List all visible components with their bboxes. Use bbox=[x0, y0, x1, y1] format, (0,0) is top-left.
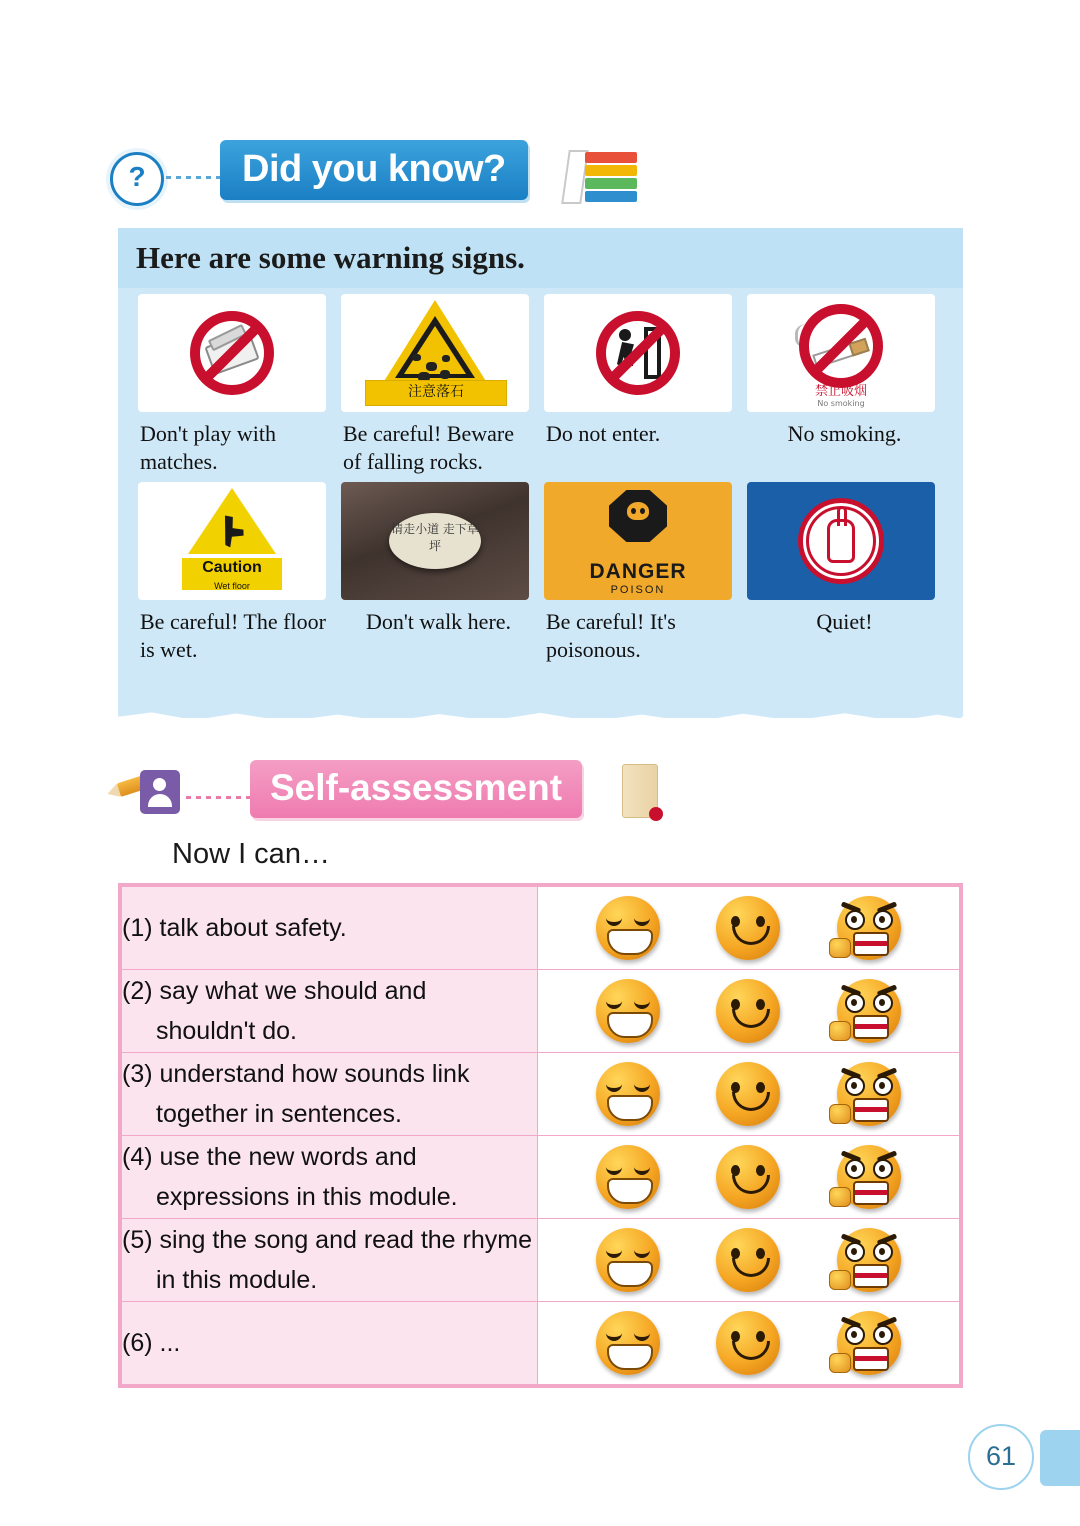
sign-caption: Don't walk here. bbox=[365, 609, 512, 634]
sign-item bbox=[743, 482, 946, 670]
no-matches-sign bbox=[138, 294, 326, 412]
happy-face[interactable] bbox=[596, 979, 660, 1043]
panel-subtitle: Here are some warning signs. bbox=[136, 240, 525, 275]
row-text-line1: sing the song and read the rhyme bbox=[159, 1226, 532, 1254]
sign-caption: Be careful! It's poisonous. bbox=[546, 609, 676, 662]
assessment-statement bbox=[122, 1136, 538, 1219]
row-text-line2: in this module. bbox=[156, 1266, 318, 1294]
danger-poison-sign bbox=[544, 482, 732, 600]
no-smoking-sign bbox=[747, 294, 935, 412]
assessment-statement bbox=[122, 1219, 538, 1302]
row-text-line2: shouldn't do. bbox=[156, 1017, 297, 1045]
assessment-statement bbox=[122, 1053, 538, 1136]
self-assessment-title: Self-assessment bbox=[250, 760, 582, 818]
face-options-cell bbox=[538, 1302, 960, 1385]
sign-caption: Be careful! The floor is wet. bbox=[140, 609, 326, 662]
happy-face[interactable] bbox=[596, 1311, 660, 1375]
happy-face[interactable] bbox=[596, 1228, 660, 1292]
quiet-sign bbox=[747, 482, 935, 600]
now-i-can-label: Now I can… bbox=[172, 838, 330, 870]
sign-caption: Quiet! bbox=[816, 609, 873, 634]
did-you-know-header bbox=[110, 140, 670, 212]
face-options-cell bbox=[538, 1136, 960, 1219]
smile-face[interactable] bbox=[716, 896, 780, 960]
self-assessment-table bbox=[118, 883, 963, 1388]
do-not-enter-sign bbox=[544, 294, 732, 412]
wet-floor-sign bbox=[138, 482, 326, 600]
row-number: (3) bbox=[122, 1060, 153, 1088]
signs-row bbox=[134, 482, 949, 670]
signs-row bbox=[134, 294, 949, 482]
face-options-cell bbox=[538, 887, 960, 970]
page-edge-tab bbox=[1040, 1430, 1080, 1486]
assessment-statement bbox=[122, 970, 538, 1053]
sign-text: Caution Wet floor bbox=[182, 558, 282, 590]
smile-face[interactable] bbox=[716, 979, 780, 1043]
sign-plate-text: 请走小道 走下草坪 bbox=[391, 522, 479, 553]
angry-face[interactable] bbox=[837, 1062, 901, 1126]
angry-face[interactable] bbox=[837, 896, 901, 960]
table-row bbox=[122, 887, 960, 970]
row-number: (4) bbox=[122, 1143, 153, 1171]
smile-face[interactable] bbox=[716, 1145, 780, 1209]
question-mark-icon: ? bbox=[110, 152, 164, 206]
smile-face[interactable] bbox=[716, 1228, 780, 1292]
scroll-icon bbox=[622, 764, 658, 818]
table-row bbox=[122, 1136, 960, 1219]
smile-face[interactable] bbox=[716, 1062, 780, 1126]
row-text-line1: say what we should and bbox=[159, 977, 427, 1005]
do-not-walk-here-photo bbox=[341, 482, 529, 600]
dotted-connector bbox=[186, 796, 250, 799]
self-assessment-header bbox=[110, 760, 690, 830]
row-text-line1: ... bbox=[159, 1329, 181, 1357]
signs-grid bbox=[134, 294, 949, 670]
table-row bbox=[122, 970, 960, 1053]
angry-face[interactable] bbox=[837, 979, 901, 1043]
page-number: 61 bbox=[968, 1424, 1034, 1490]
assessment-statement bbox=[122, 1302, 538, 1385]
row-number: (1) bbox=[122, 914, 153, 942]
falling-rocks-sign bbox=[341, 294, 529, 412]
sign-text: DANGER bbox=[589, 560, 687, 583]
row-number: (2) bbox=[122, 977, 153, 1005]
face-options-cell bbox=[538, 1053, 960, 1136]
row-text-line2: expressions in this module. bbox=[156, 1183, 458, 1211]
sign-caption: No smoking. bbox=[787, 421, 902, 446]
warning-signs-panel bbox=[118, 228, 963, 718]
row-text-line2: together in sentences. bbox=[156, 1100, 402, 1128]
sign-item bbox=[134, 294, 337, 482]
did-you-know-title: Did you know? bbox=[220, 140, 528, 200]
sign-caption: Be careful! Beware of falling rocks. bbox=[343, 421, 515, 474]
table-row bbox=[122, 1302, 960, 1385]
row-text-line1: use the new words and bbox=[159, 1143, 417, 1171]
angry-face[interactable] bbox=[837, 1145, 901, 1209]
sign-text: 禁止吸烟 No smoking bbox=[814, 384, 867, 408]
sign-item bbox=[134, 482, 337, 670]
dotted-connector bbox=[166, 176, 222, 179]
happy-face[interactable] bbox=[596, 1062, 660, 1126]
books-icon bbox=[565, 148, 640, 204]
row-text-line1: understand how sounds link bbox=[159, 1060, 470, 1088]
sign-item bbox=[540, 482, 743, 670]
table-row bbox=[122, 1219, 960, 1302]
angry-face[interactable] bbox=[837, 1228, 901, 1292]
happy-face[interactable] bbox=[596, 896, 660, 960]
sign-item bbox=[337, 294, 540, 482]
sign-caption: Do not enter. bbox=[546, 421, 661, 446]
row-number: (5) bbox=[122, 1226, 153, 1254]
sign-caption: Don't play with matches. bbox=[140, 421, 276, 474]
sign-plate-text: 注意落石 bbox=[365, 380, 507, 406]
sign-subtext: POISON bbox=[610, 584, 666, 596]
table-row bbox=[122, 1053, 960, 1136]
assessment-statement bbox=[122, 887, 538, 970]
smile-face[interactable] bbox=[716, 1311, 780, 1375]
sign-item bbox=[540, 294, 743, 482]
happy-face[interactable] bbox=[596, 1145, 660, 1209]
row-number: (6) bbox=[122, 1329, 153, 1357]
face-options-cell bbox=[538, 1219, 960, 1302]
sign-item bbox=[337, 482, 540, 670]
sign-item bbox=[743, 294, 946, 482]
pencil-id-card-icon bbox=[118, 770, 180, 816]
angry-face[interactable] bbox=[837, 1311, 901, 1375]
row-text-line1: talk about safety. bbox=[159, 914, 347, 942]
face-options-cell bbox=[538, 970, 960, 1053]
